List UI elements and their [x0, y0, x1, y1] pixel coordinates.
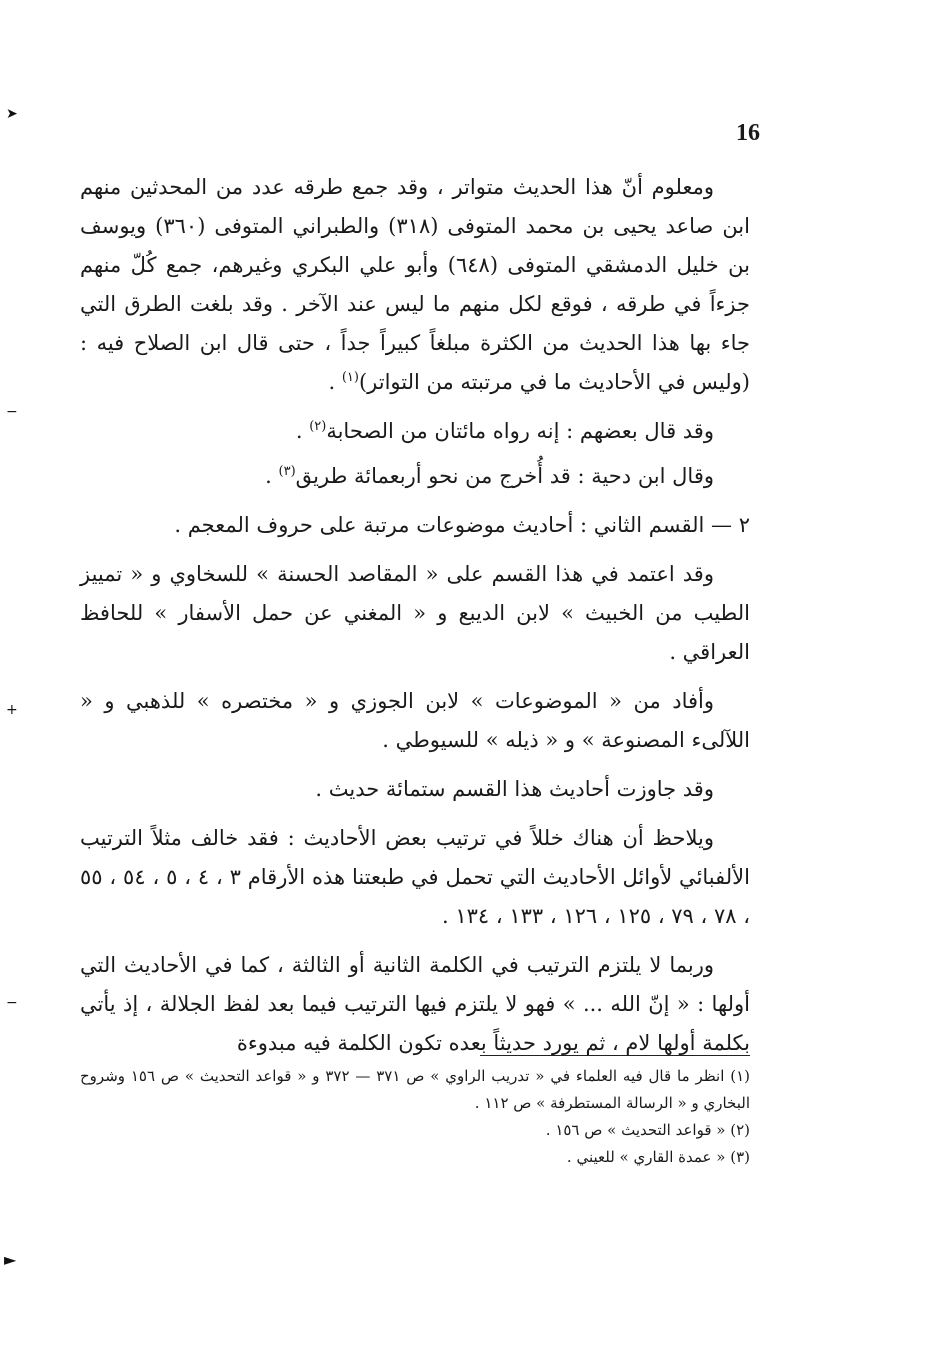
footnote-ref: (٣): [278, 464, 296, 479]
margin-registration-mark: −: [6, 995, 18, 1011]
paragraph-sahaba: وقد قال بعضهم : إنه رواه مائتان من الصحابة$^{(٢)}$ .: [295, 419, 714, 443]
paragraph-order-defect: ويلاحظ أن هناك خللاً في ترتيب بعض الأحاديث : فقد خالف مثلاً الترتيب الألفبائي لأوائل الأحاديث التي تحمل في طبعتنا هذه الأرقام ٣ ، ٤ ، ٥ ، ٥٤ ، ٥٥ ، ٧٨ ، ٧٩ ، ١٢٥ ، ١٢٦ ، ١٣٣ ، ١٣٤ .: [80, 826, 750, 928]
page-number: 16: [736, 120, 760, 146]
paragraph-ibn-dihya: وقال ابن دحية : قد أُخرج من نحو أربعمائة طريق$^{(٣)}$ .: [265, 464, 714, 488]
margin-registration-mark: −: [6, 404, 18, 420]
paragraph-sources: وقد اعتمد في هذا القسم على « المقاصد الحسنة » للسخاوي و « تمييز الطيب من الخبيث » لابن الديبع و « المغني عن حمل الأسفار » للحافظ العراقي .: [80, 562, 750, 664]
footnote-3: (٣) « عمدة القاري » للعيني .: [566, 1148, 750, 1166]
footnotes: [80, 1063, 750, 1171]
margin-registration-mark: +: [6, 702, 18, 718]
paragraph-benefited: وأفاد من « الموضوعات » لابن الجوزي و « مختصره » للذهبي و « اللآلىء المصنوعة » و « ذيله » للسيوطي .: [80, 689, 750, 752]
footnote-1: (١) انظر ما قال فيه العلماء في « تدريب الراوي » ص ٣٧١ — ٣٧٢ و « قواعد التحديث » ص ١٥٦ وشروح البخاري و « الرسالة المستطرفة » ص ١١٢ .: [80, 1067, 750, 1112]
paragraph-hadith-tawatur: ومعلوم أنّ هذا الحديث متواتر ، وقد جمع طرقه عدد من المحدثين منهم ابن صاعد يحيى بن محمد المتوفى (٣١٨) والطبراني المتوفى (٣٦٠) ويوسف بن خليل الدمشقي المتوفى (٦٤٨) وأبو علي البكري وغيرهم، جمع كُلّ منهم جزءاً في طرقه ، فوقع لكل منهم ما ليس عند الآخر . وقد بلغت الطرق التي جاء بها هذا الحديث من الكثرة مبلغاً كبيراً جداً ، حتى قال ابن الصلاح فيه : (وليس في الأحاديث ما في مرتبته من التواتر)$^{(١)}$ .: [80, 175, 750, 394]
main-text: [80, 168, 750, 1073]
section-heading: ٢ — القسم الثاني : أحاديث موضوعات مرتبة على حروف المعجم .: [174, 513, 750, 537]
paragraph-count: وقد جاوزت أحاديث هذا القسم ستمائة حديث .: [315, 777, 714, 801]
margin-registration-mark: ►: [4, 1250, 17, 1269]
margin-registration-mark: ➤: [6, 106, 18, 122]
footnote-divider: [480, 1055, 750, 1056]
footnote-ref: (١): [341, 370, 359, 385]
footnote-2: (٢) « قواعد التحديث » ص ١٥٦ .: [545, 1121, 750, 1139]
footnote-ref: (٢): [309, 419, 327, 434]
paragraph-second-word: وربما لا يلتزم الترتيب في الكلمة الثانية أو الثالثة ، كما في الأحاديث التي أولها : « إنّ الله ... » فهو لا يلتزم فيها الترتيب فيما بعد لفظ الجلالة ، إذ يأتي بكلمة أولها لام ، ثم يورد حديثاً بعده تكون الكلمة فيه مبدوءة: [80, 953, 750, 1055]
